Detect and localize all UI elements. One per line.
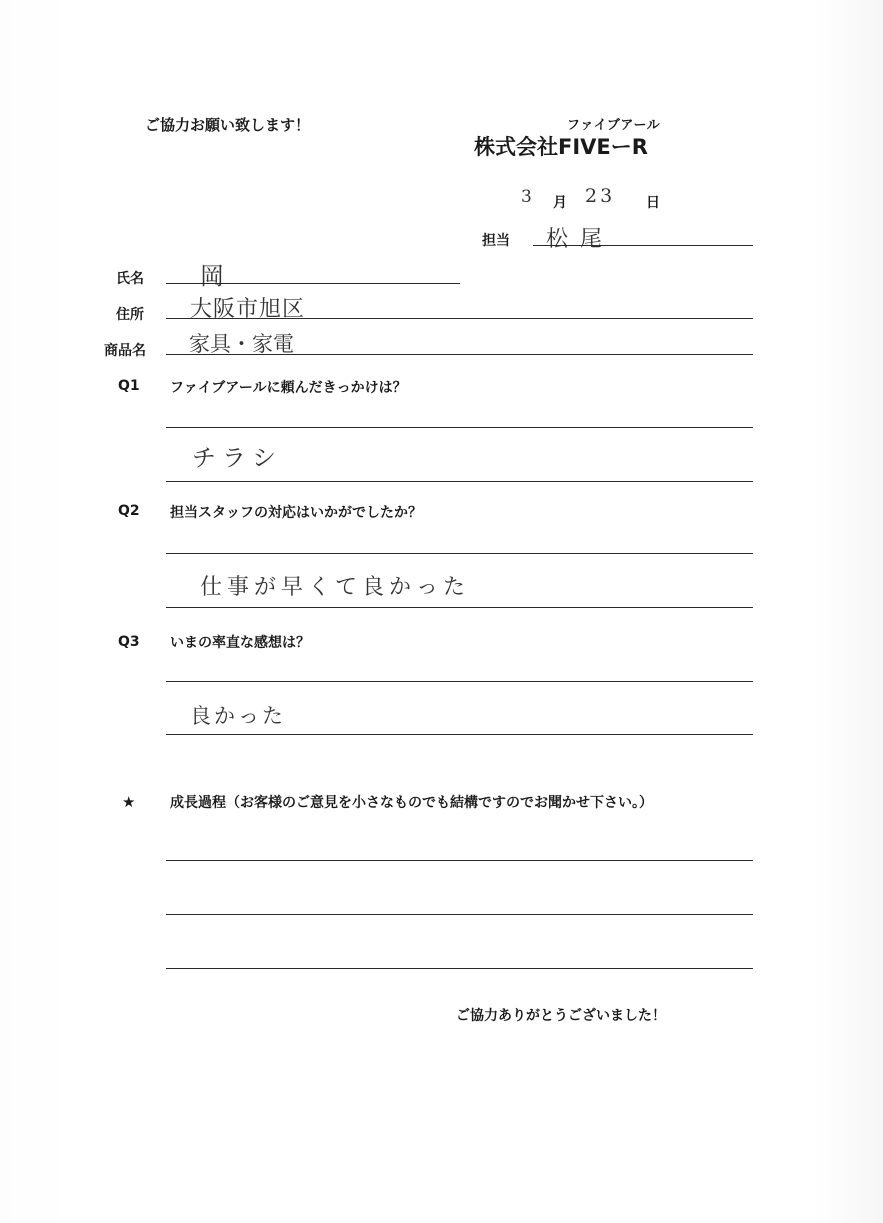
q2-answer: 仕事が早くて良かった: [200, 575, 471, 600]
name-line: [166, 283, 460, 284]
date-day-label: 日: [646, 195, 660, 211]
date-month-label: 月: [553, 195, 567, 211]
q3-line-1: [166, 681, 753, 682]
staff-line: [533, 245, 753, 246]
q3-answer: 良かった: [190, 704, 286, 728]
comment-line-2: [166, 914, 753, 915]
q3-line-2: [166, 734, 753, 735]
staff-value: 松尾: [546, 227, 615, 252]
staff-label: 担当: [482, 233, 510, 249]
date-day-value: 23: [585, 185, 616, 207]
thanks-text: ご協力ありがとうございました！: [456, 1008, 666, 1024]
name-label: 氏名: [116, 271, 144, 287]
company-kana: ファイブアール: [567, 118, 661, 133]
product-line: [166, 354, 753, 355]
name-value: 岡: [200, 262, 224, 290]
company-name: 株式会社FIVEーR: [474, 135, 648, 159]
q2-question: 担当スタッフの対応はいかがでしたか？: [170, 505, 422, 521]
address-value: 大阪市旭区: [190, 297, 306, 322]
q2-line-1: [166, 553, 753, 554]
star-icon: ★: [122, 793, 136, 811]
comment-line-3: [166, 968, 753, 969]
address-label: 住所: [116, 307, 144, 323]
q3-number: Q3: [118, 634, 140, 650]
product-label: 商品名: [104, 343, 146, 359]
comment-line-1: [166, 860, 753, 861]
q1-number: Q1: [118, 378, 140, 394]
date-month-value: 3: [521, 187, 532, 207]
q1-answer: チラシ: [192, 444, 282, 472]
q1-question: ファイブアールに頼んだきっかけは？: [170, 380, 407, 396]
growth-prompt: 成長過程（お客様のご意見を小さなものでも結構ですのでお聞かせ下さい。）: [170, 795, 653, 811]
product-value: 家具・家電: [189, 332, 294, 356]
address-line: [166, 318, 753, 319]
q1-line-2: [166, 481, 753, 482]
q2-number: Q2: [118, 503, 140, 519]
q3-question: いまの率直な感想は？: [170, 635, 310, 651]
request-text: ご協力お願い致します！: [145, 116, 311, 134]
q1-line-1: [166, 427, 753, 428]
q2-line-2: [166, 607, 753, 608]
